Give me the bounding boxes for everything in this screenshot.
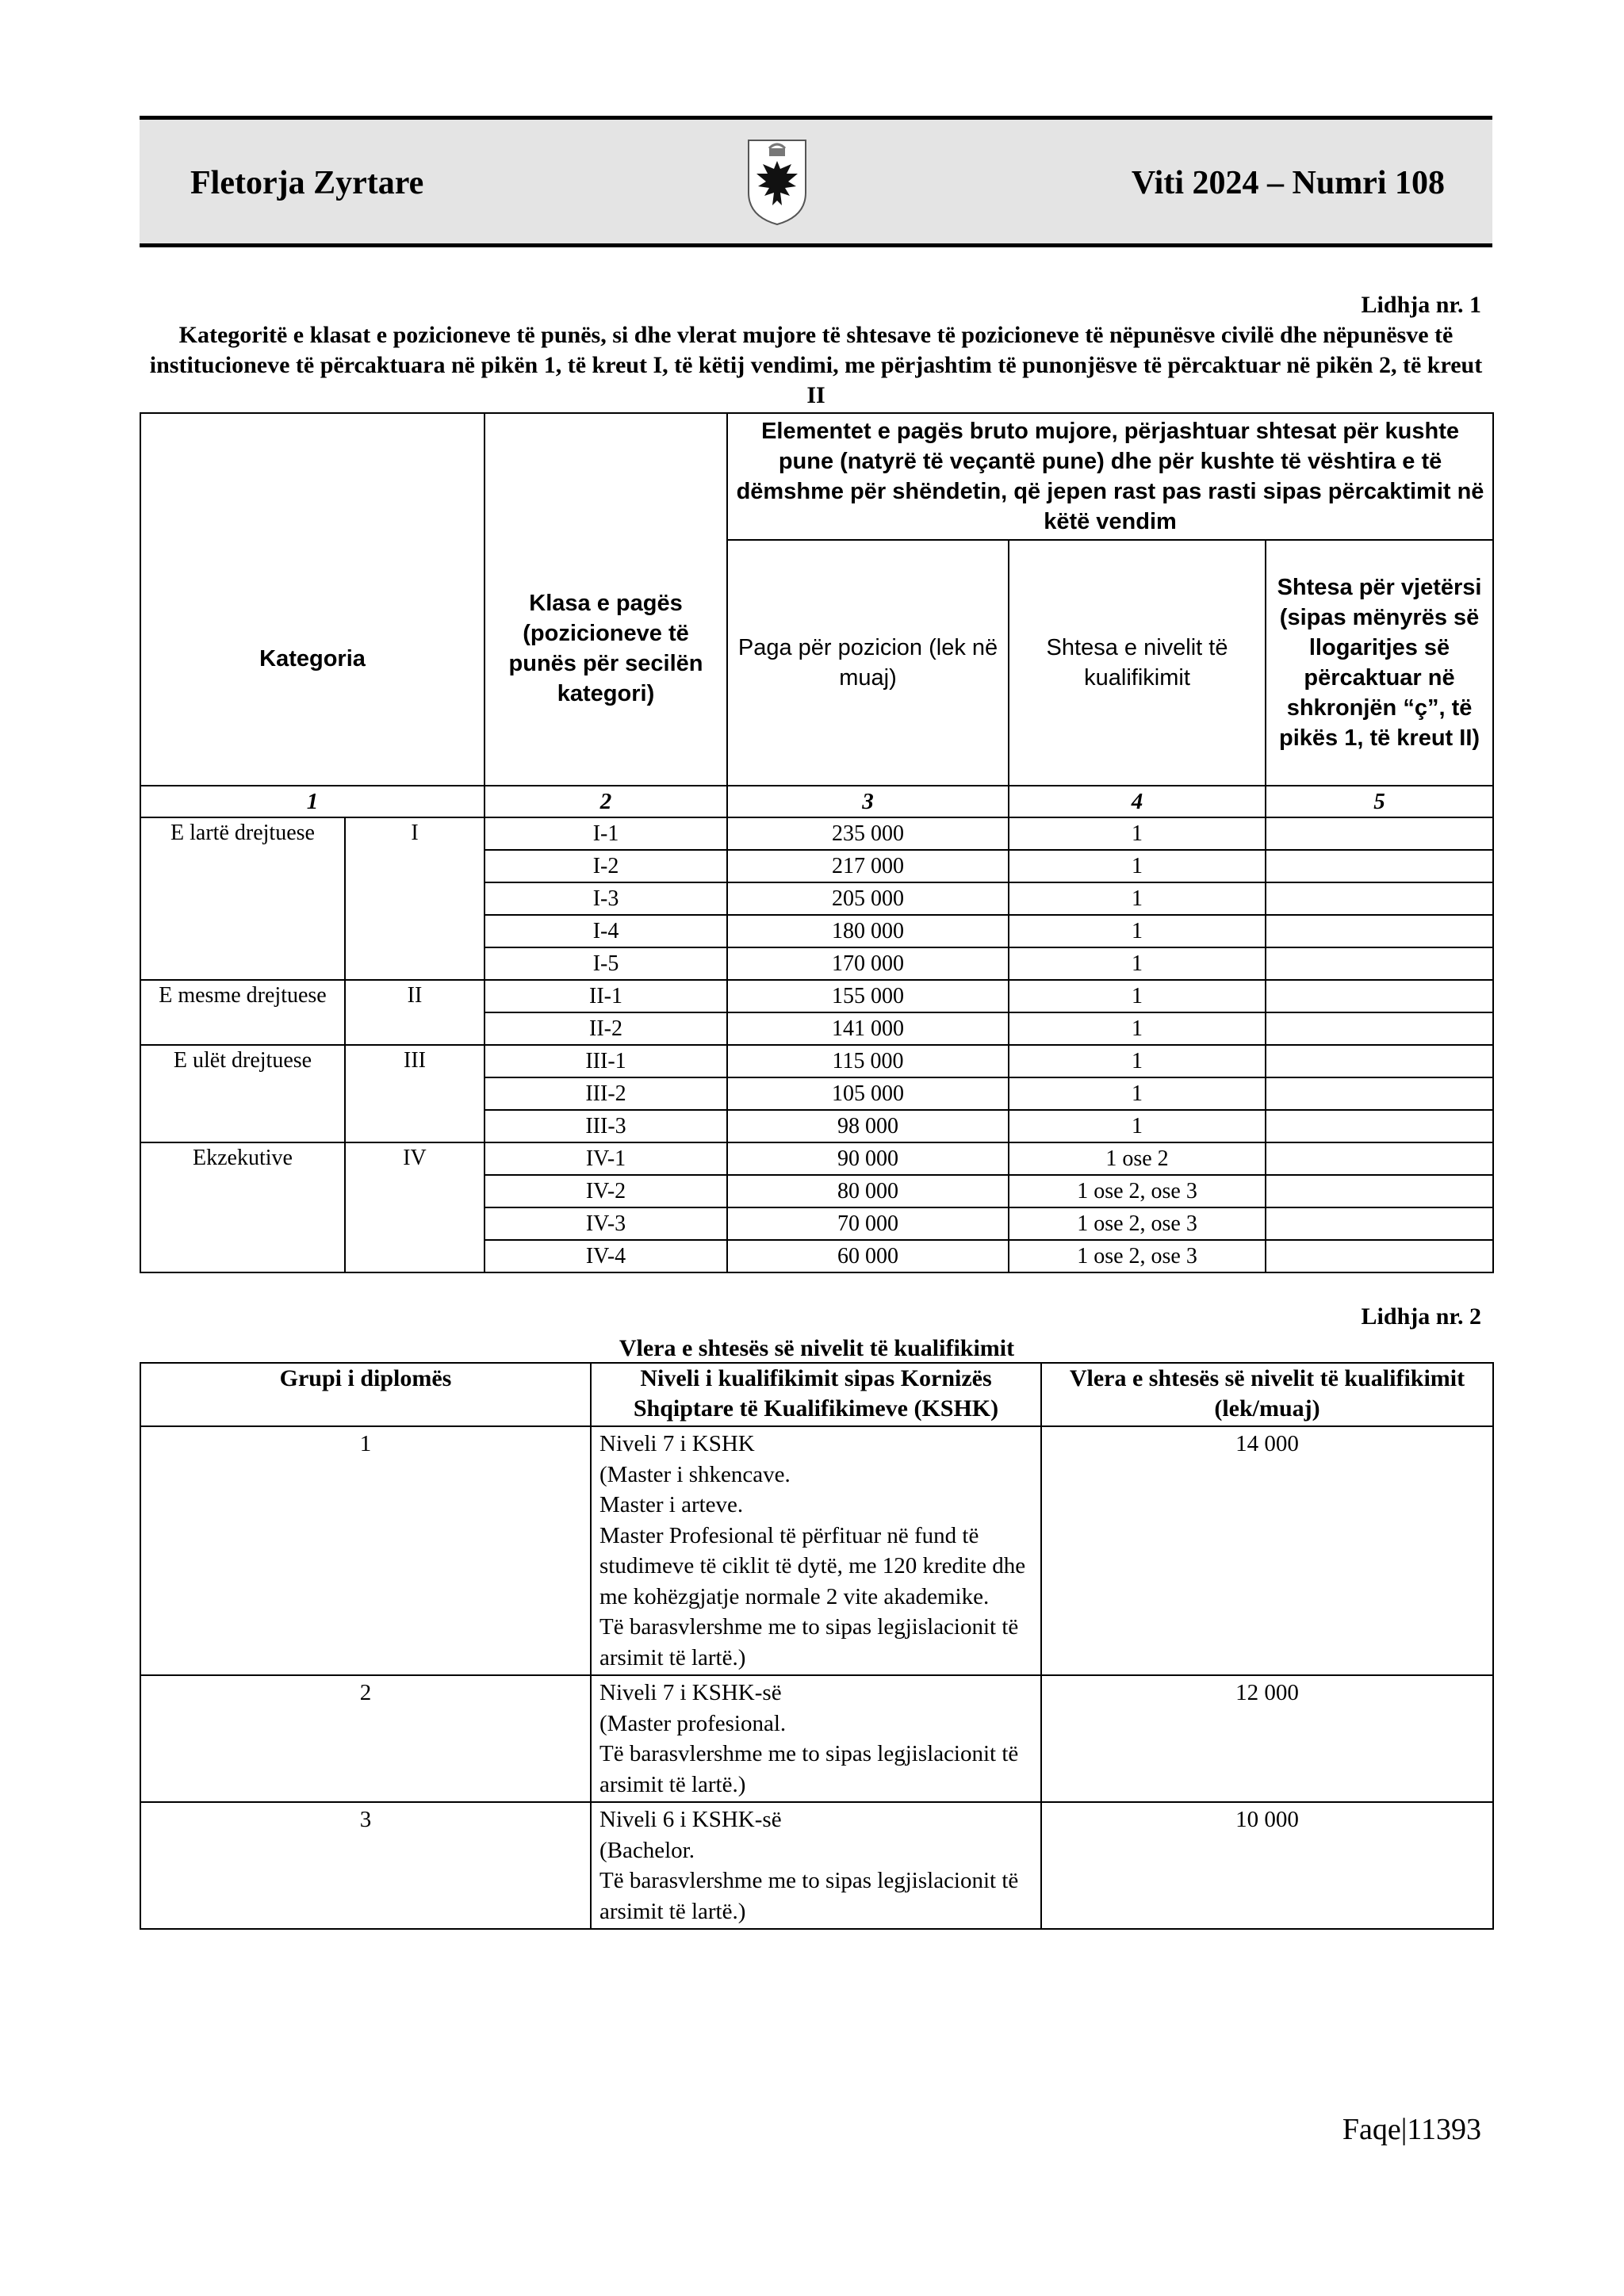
klasa-cell: IV-2	[485, 1175, 727, 1207]
col-number: 1	[140, 786, 485, 817]
table-row	[140, 1426, 1493, 1675]
niveli-cell	[591, 1675, 1041, 1802]
klasa-cell: III-2	[485, 1077, 727, 1110]
niveli-line: (Bachelor.	[599, 1837, 695, 1863]
niveli-cell: 1	[1009, 1045, 1266, 1077]
table-row	[140, 850, 1493, 882]
paga-cell: 115 000	[727, 1045, 1009, 1077]
col-number: 4	[1009, 786, 1266, 817]
annex-2-label: Lidhja nr. 2	[1361, 1303, 1481, 1330]
category-name: Ekzekutive	[140, 1142, 345, 1175]
category-roman: I	[345, 817, 485, 850]
vlera-cell: 12 000	[1041, 1675, 1493, 1802]
niveli-cell: 1 ose 2	[1009, 1142, 1266, 1175]
vjetersi-cell	[1266, 1110, 1493, 1142]
paga-cell: 141 000	[727, 1012, 1009, 1045]
vlera-cell: 10 000	[1041, 1802, 1493, 1929]
gazette-header	[140, 116, 1492, 247]
niveli-line: Master i arteve.	[599, 1492, 744, 1517]
niveli-cell: 1 ose 2, ose 3	[1009, 1175, 1266, 1207]
table-row	[140, 1045, 1493, 1077]
col-number: 5	[1266, 786, 1493, 817]
niveli-cell: 1	[1009, 980, 1266, 1012]
niveli-cell: 1	[1009, 1110, 1266, 1142]
table-row	[140, 1675, 1493, 1802]
vjetersi-cell	[1266, 1012, 1493, 1045]
annex-1-title: Kategoritë e klasat e pozicioneve të punës, si dhe vlerat mujore të shtesave të pozicioneve të nëpunësve civilë dhe nëpunësve të institucioneve të përcaktuara në pikën 1, të kreut I, të këtij vendimi, me përjashtim të punonjësve të përcaktuar në pikën 2, të kreut II	[149, 322, 1483, 408]
albanian-coat-of-arms-icon	[745, 137, 809, 228]
category-name: E ulët drejtuese	[140, 1045, 345, 1077]
paga-cell: 105 000	[727, 1077, 1009, 1110]
header-klasa: Klasa e pagës (pozicioneve të punës për secilën kategori)	[485, 413, 727, 786]
vjetersi-cell	[1266, 817, 1493, 850]
paga-cell: 70 000	[727, 1207, 1009, 1240]
klasa-cell: IV-4	[485, 1240, 727, 1272]
klasa-cell: I-3	[485, 882, 727, 915]
klasa-cell: III-1	[485, 1045, 727, 1077]
niveli-line: Të barasvlershme me to sipas legjislacionit të arsimit të lartë.)	[599, 1868, 1019, 1924]
header-vlera: Vlera e shtesës së nivelit të kualifikimit (lek/muaj)	[1041, 1363, 1493, 1426]
niveli-cell: 1	[1009, 882, 1266, 915]
niveli-line: Niveli 6 i KSHK-së	[599, 1807, 782, 1832]
paga-cell: 80 000	[727, 1175, 1009, 1207]
paga-cell: 235 000	[727, 817, 1009, 850]
paga-cell: 170 000	[727, 947, 1009, 980]
category-roman: III	[345, 1045, 485, 1077]
niveli-cell: 1	[1009, 915, 1266, 947]
paga-cell: 90 000	[727, 1142, 1009, 1175]
table-row	[140, 817, 1493, 850]
klasa-cell: I-1	[485, 817, 727, 850]
table-row	[140, 882, 1493, 915]
niveli-cell	[591, 1426, 1041, 1675]
table-row	[140, 1240, 1493, 1272]
niveli-cell	[591, 1802, 1041, 1929]
klasa-cell: I-5	[485, 947, 727, 980]
salary-classes-table	[140, 412, 1494, 1273]
page-number: Faqe|11393	[1342, 2113, 1481, 2146]
klasa-cell: I-2	[485, 850, 727, 882]
table-row	[140, 980, 1493, 1012]
vjetersi-cell	[1266, 882, 1493, 915]
table-row	[140, 915, 1493, 947]
paga-cell: 98 000	[727, 1110, 1009, 1142]
niveli-line: Niveli 7 i KSHK	[599, 1431, 755, 1456]
klasa-cell: III-3	[485, 1110, 727, 1142]
klasa-cell: I-4	[485, 915, 727, 947]
header-shtesa-niveli: Shtesa e nivelit të kualifikimit	[1009, 540, 1266, 786]
niveli-line: (Master profesional.	[599, 1710, 787, 1736]
vjetersi-cell	[1266, 1175, 1493, 1207]
paga-cell: 205 000	[727, 882, 1009, 915]
vjetersi-cell	[1266, 980, 1493, 1012]
niveli-line: Niveli 7 i KSHK-së	[599, 1680, 782, 1705]
niveli-cell: 1 ose 2, ose 3	[1009, 1207, 1266, 1240]
niveli-cell: 1 ose 2, ose 3	[1009, 1240, 1266, 1272]
header-shtesa-vjetersi: Shtesa për vjetërsi (sipas mënyrës së llogaritjes së përcaktuar në shkronjën “ç”, të pikës 1, të kreut II)	[1266, 540, 1493, 786]
niveli-line: Të barasvlershme me to sipas legjislacionit të arsimit të lartë.)	[599, 1614, 1019, 1670]
issue-number: Viti 2024 – Numri 108	[1131, 165, 1445, 201]
header-kategoria: Kategoria	[140, 413, 485, 786]
grupi-cell: 3	[140, 1802, 591, 1929]
table-row	[140, 1077, 1493, 1110]
klasa-cell: IV-3	[485, 1207, 727, 1240]
publication-title: Fletorja Zyrtare	[190, 165, 424, 201]
table-row	[140, 1207, 1493, 1240]
klasa-cell: IV-1	[485, 1142, 727, 1175]
table-row	[140, 1802, 1493, 1929]
niveli-cell: 1	[1009, 817, 1266, 850]
vjetersi-cell	[1266, 850, 1493, 882]
table-row	[140, 1175, 1493, 1207]
annex-2-title: Vlera e shtesës së nivelit të kualifikimit	[619, 1335, 1015, 1361]
grupi-cell: 2	[140, 1675, 591, 1802]
header-niveli: Niveli i kualifikimit sipas Kornizës Shqiptare të Kualifikimeve (KSHK)	[591, 1363, 1041, 1426]
category-name: E mesme drejtuese	[140, 980, 345, 1045]
vjetersi-cell	[1266, 1077, 1493, 1110]
niveli-cell: 1	[1009, 947, 1266, 980]
paga-cell: 155 000	[727, 980, 1009, 1012]
table-row	[140, 1110, 1493, 1142]
niveli-line: Master Profesional të përfituar në fund të studimeve të ciklit të dytë, me 120 kredite dhe me kohëzgjatje normale 2 vite akademike.	[599, 1522, 1026, 1609]
vjetersi-cell	[1266, 1207, 1493, 1240]
col-number: 2	[485, 786, 727, 817]
header-paga: Paga për pozicion (lek në muaj)	[727, 540, 1009, 786]
niveli-line: Të barasvlershme me to sipas legjislacionit të arsimit të lartë.)	[599, 1741, 1019, 1797]
niveli-cell: 1	[1009, 1012, 1266, 1045]
klasa-cell: II-1	[485, 980, 727, 1012]
paga-cell: 217 000	[727, 850, 1009, 882]
niveli-line: (Master i shkencave.	[599, 1461, 791, 1487]
klasa-cell: II-2	[485, 1012, 727, 1045]
vjetersi-cell	[1266, 1045, 1493, 1077]
vjetersi-cell	[1266, 915, 1493, 947]
vlera-cell: 14 000	[1041, 1426, 1493, 1675]
col-number: 3	[727, 786, 1009, 817]
table-row	[140, 947, 1493, 980]
category-roman: II	[345, 980, 485, 1012]
grupi-cell: 1	[140, 1426, 591, 1675]
niveli-cell: 1	[1009, 1077, 1266, 1110]
vjetersi-cell	[1266, 1240, 1493, 1272]
category-roman: IV	[345, 1142, 485, 1175]
vjetersi-cell	[1266, 1142, 1493, 1175]
paga-cell: 180 000	[727, 915, 1009, 947]
category-name: E lartë drejtuese	[140, 817, 345, 850]
niveli-cell: 1	[1009, 850, 1266, 882]
paga-cell: 60 000	[727, 1240, 1009, 1272]
table-row	[140, 1142, 1493, 1175]
header-grupi: Grupi i diplomës	[140, 1363, 591, 1426]
qualification-allowance-table	[140, 1362, 1494, 1930]
annex-1-label: Lidhja nr. 1	[1361, 292, 1481, 318]
header-elementet: Elementet e pagës bruto mujore, përjashtuar shtesat për kushte pune (natyrë të veçantë pune) dhe për kushte të vështira e të dëmshme për shëndetin, që jepen rast pas rasti sipas përcaktimit në këtë vendim	[727, 413, 1493, 540]
vjetersi-cell	[1266, 947, 1493, 980]
